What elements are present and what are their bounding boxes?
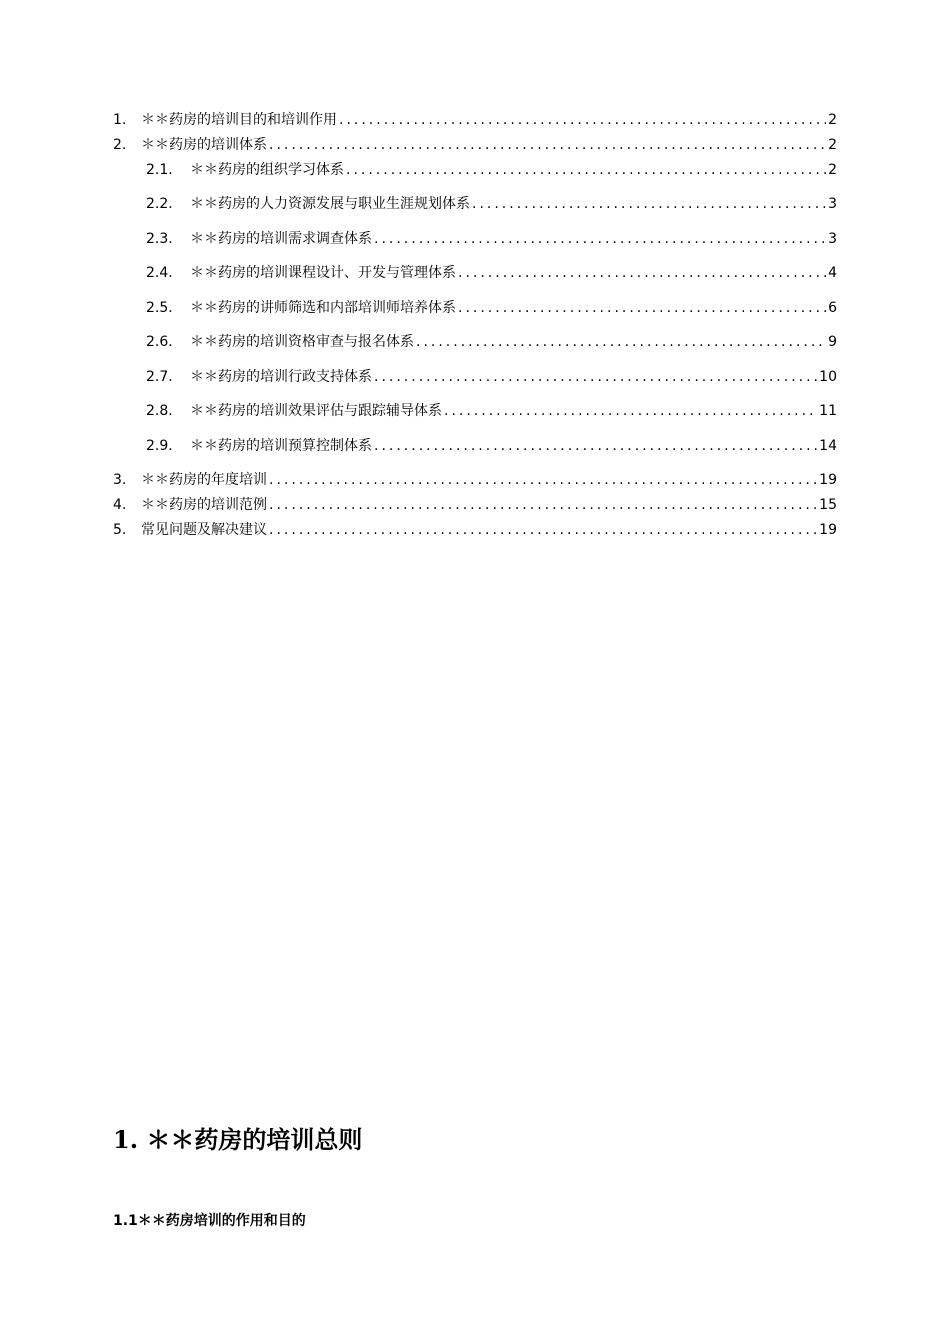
toc-entry-1[interactable] (113, 111, 837, 129)
toc-entry-title: ＊＊药房的培训课程设计、开发与管理体系 (190, 265, 456, 281)
toc-entry-page: 15 (819, 497, 837, 513)
toc-entry-title: ＊＊药房的培训效果评估与跟踪辅导体系 (190, 403, 442, 419)
toc-entry-2-3[interactable] (146, 230, 837, 248)
toc-dot-leader (269, 521, 817, 539)
toc-dot-leader (374, 368, 817, 386)
toc-entry-number: 2.9. (146, 438, 173, 454)
toc-entry-page: 3 (828, 196, 837, 212)
toc-entry-2-2[interactable] (146, 195, 837, 213)
toc-entry-number: 2.5. (146, 300, 173, 316)
toc-entry-number: 4. (113, 497, 127, 513)
toc-entry-page: 11 (819, 403, 837, 419)
toc-entry-2-9[interactable] (146, 437, 837, 455)
toc-entry-page: 19 (819, 522, 837, 538)
toc-entry-page: 2 (828, 162, 837, 178)
toc-entry-title: 常见问题及解决建议 (141, 522, 267, 538)
toc-entry-title: ＊＊药房的组织学习体系 (190, 162, 344, 178)
toc-entry-number: 2.3. (146, 231, 173, 247)
toc-entry-2-8[interactable] (146, 402, 837, 420)
toc-entry-page: 14 (819, 438, 837, 454)
toc-entry-2-4[interactable] (146, 264, 837, 282)
toc-entry-2[interactable] (113, 136, 837, 154)
toc-dot-leader (346, 161, 826, 179)
toc-entry-5[interactable] (113, 521, 837, 539)
toc-dot-leader (416, 333, 826, 351)
toc-dot-leader (374, 437, 817, 455)
toc-entry-title: ＊＊药房的讲师筛选和内部培训师培养体系 (190, 300, 456, 316)
toc-entry-title: ＊＊药房的人力资源发展与职业生涯规划体系 (190, 196, 470, 212)
toc-dot-leader (269, 496, 817, 514)
toc-dot-leader (444, 402, 817, 420)
toc-entry-number: 1. (113, 112, 127, 128)
toc-entry-page: 6 (828, 300, 837, 316)
toc-dot-leader (458, 264, 826, 282)
toc-entry-page: 4 (828, 265, 837, 281)
toc-entry-2-1[interactable] (146, 161, 837, 179)
toc-entry-title: ＊＊药房的培训体系 (141, 137, 267, 153)
section-heading: 1.1＊＊药房培训的作用和目的 (113, 1213, 306, 1229)
toc-entry-2-6[interactable] (146, 333, 837, 351)
toc-dot-leader (339, 111, 826, 129)
toc-entry-title: ＊＊药房的年度培训 (141, 472, 267, 488)
toc-dot-leader (269, 471, 817, 489)
toc-entry-number: 2.7. (146, 369, 173, 385)
toc-entry-title: ＊＊药房的培训范例 (141, 497, 267, 513)
toc-entry-3[interactable] (113, 471, 837, 489)
toc-entry-title: ＊＊药房的培训需求调查体系 (190, 231, 372, 247)
toc-entry-number: 2.4. (146, 265, 173, 281)
toc-entry-page: 19 (819, 472, 837, 488)
toc-entry-number: 2.6. (146, 334, 173, 350)
toc-dot-leader (458, 299, 826, 317)
toc-entry-page: 3 (828, 231, 837, 247)
toc-entry-2-7[interactable] (146, 368, 837, 386)
toc-dot-leader (374, 230, 826, 248)
toc-entry-4[interactable] (113, 496, 837, 514)
toc-dot-leader (269, 136, 826, 154)
toc-entry-title: ＊＊药房的培训资格审查与报名体系 (190, 334, 414, 350)
toc-entry-page: 2 (828, 112, 837, 128)
toc-entry-number: 2.2. (146, 196, 173, 212)
toc-entry-title: ＊＊药房的培训目的和培训作用 (141, 112, 337, 128)
toc-entry-title: ＊＊药房的培训预算控制体系 (190, 438, 372, 454)
toc-entry-page: 10 (819, 369, 837, 385)
toc-entry-number: 3. (113, 472, 127, 488)
toc-dot-leader (472, 195, 826, 213)
toc-entry-page: 9 (828, 334, 837, 350)
toc-entry-number: 5. (113, 522, 127, 538)
toc-entry-2-5[interactable] (146, 299, 837, 317)
toc-entry-number: 2.8. (146, 403, 173, 419)
toc-entry-number: 2. (113, 137, 127, 153)
toc-entry-page: 2 (828, 137, 837, 153)
chapter-heading: 1. ＊＊药房的培训总则 (113, 1125, 363, 1154)
toc-entry-number: 2.1. (146, 162, 173, 178)
toc-entry-title: ＊＊药房的培训行政支持体系 (190, 369, 372, 385)
